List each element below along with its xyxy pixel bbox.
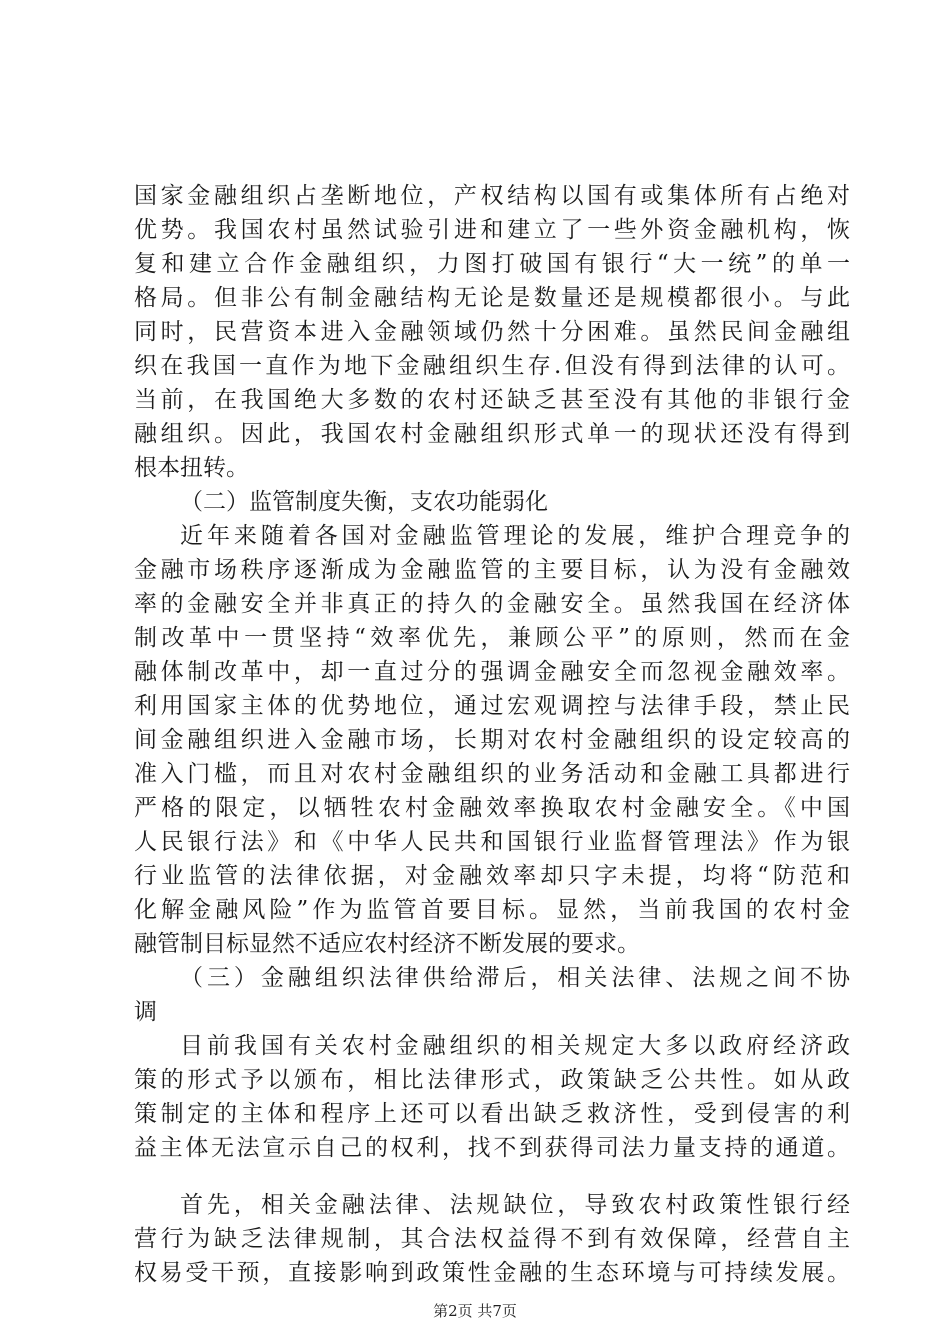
paragraph-line: 化解金融风险”作为监管首要目标。显然，当前我国的农村金 — [134, 897, 850, 923]
paragraph-line: 根本扭转。 — [134, 455, 249, 481]
paragraph-line: 行业监管的法律依据，对金融效率却只字未提，均将“防范和 — [134, 863, 850, 889]
paragraph-line: 严格的限定，以牺牲农村金融效率换取农村金融安全。《中国 — [134, 795, 850, 821]
paragraph-line: 优势。我国农村虽然试验引进和建立了一些外资金融机构，恢 — [134, 217, 850, 243]
section-heading: 调 — [134, 999, 157, 1025]
paragraph-line: 格局。但非公有制金融结构无论是数量还是规模都很小。与此 — [134, 285, 850, 311]
paragraph-line: 近年来随着各国对金融监管理论的发展，维护合理竞争的 — [180, 523, 850, 549]
paragraph-line: 金融市场秩序逐渐成为金融监管的主要目标，认为没有金融效 — [134, 557, 850, 583]
section-heading: （三）金融组织法律供给滞后，相关法律、法规之间不协 — [180, 965, 850, 991]
paragraph-line: 准入门槛，而且对农村金融组织的业务活动和金融工具都进行 — [134, 761, 850, 787]
paragraph-line: 人民银行法》和《中华人民共和国银行业监督管理法》作为银 — [134, 829, 850, 855]
paragraph-line: 首先，相关金融法律、法规缺位，导致农村政策性银行经 — [180, 1192, 850, 1218]
paragraph-line: 益主体无法宣示自己的权利，找不到获得司法力量支持的通道。 — [134, 1135, 850, 1161]
paragraph-line: 间金融组织进入金融市场，长期对农村金融组织的设定较高的 — [134, 727, 850, 753]
paragraph-line: 融组织。因此，我国农村金融组织形式单一的现状还没有得到 — [134, 421, 850, 447]
paragraph-line: 策的形式予以颁布，相比法律形式，政策缺乏公共性。如从政 — [134, 1067, 850, 1093]
paragraph-line: 当前，在我国绝大多数的农村还缺乏甚至没有其他的非银行金 — [134, 387, 850, 413]
paragraph-line: 目前我国有关农村金融组织的相关规定大多以政府经济政 — [180, 1033, 850, 1059]
paragraph-line: 制改革中一贯坚持“效率优先，兼顾公平”的原则，然而在金 — [134, 625, 850, 651]
paragraph-line: 策制定的主体和程序上还可以看出缺乏救济性，受到侵害的利 — [134, 1101, 850, 1127]
page-footer: 第2页 共7页 — [433, 1302, 517, 1320]
paragraph-line: 利用国家主体的优势地位，通过宏观调控与法律手段，禁止民 — [134, 693, 850, 719]
paragraph-line: 国家金融组织占垄断地位，产权结构以国有或集体所有占绝对 — [134, 183, 850, 209]
paragraph-line: 复和建立合作金融组织，力图打破国有银行“大一统”的单一 — [134, 251, 850, 277]
paragraph-line: 营行为缺乏法律规制，其合法权益得不到有效保障，经营自主 — [134, 1226, 850, 1252]
paragraph-line: 织在我国一直作为地下金融组织生存.但没有得到法律的认可。 — [134, 353, 850, 379]
paragraph-line: 融体制改革中，却一直过分的强调金融安全而忽视金融效率。 — [134, 659, 850, 685]
paragraph-line: 权易受干预，直接影响到政策性金融的生态环境与可持续发展。 — [134, 1260, 850, 1286]
paragraph-line: 融管制目标显然不适应农村经济不断发展的要求。 — [134, 931, 640, 957]
section-heading: （二）监管制度失衡，支农功能弱化 — [180, 489, 548, 515]
paragraph-line: 率的金融安全并非真正的持久的金融安全。虽然我国在经济体 — [134, 591, 850, 617]
paragraph-line: 同时，民营资本进入金融领域仍然十分困难。虽然民间金融组 — [134, 319, 850, 345]
